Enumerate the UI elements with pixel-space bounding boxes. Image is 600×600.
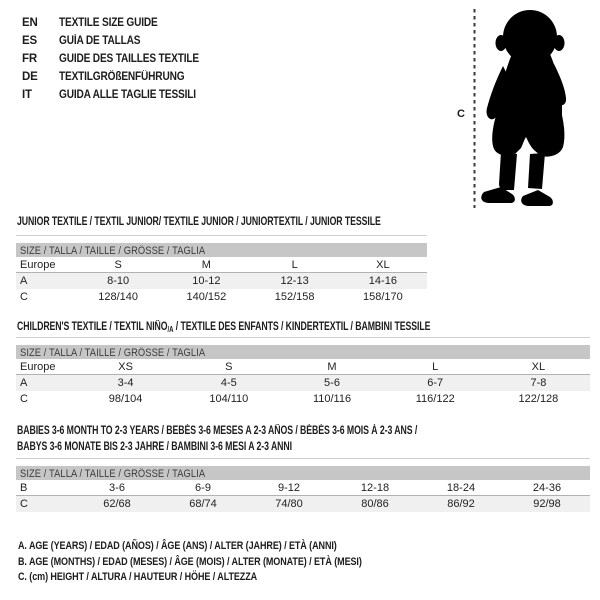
- row-label: Europe: [20, 259, 56, 271]
- size-cell: S: [225, 361, 233, 373]
- height-cell: 62/68: [103, 498, 131, 510]
- table-row-age-months: [16, 480, 590, 496]
- age-cell: 6-7: [427, 377, 444, 389]
- size-cell: M: [201, 259, 211, 271]
- height-cell: 158/170: [362, 291, 403, 303]
- language-title: TEXTILE SIZE GUIDE: [59, 17, 158, 29]
- language-code: EN: [22, 17, 38, 29]
- height-cell: 68/74: [189, 498, 217, 510]
- height-cell: 128/140: [98, 291, 138, 303]
- age-cell: 9-12: [277, 482, 301, 494]
- size-header-label: SIZE / TALLA / TAILLE / GRÖSSE / TAGLIA: [20, 347, 206, 359]
- table-row-age: [16, 273, 427, 289]
- babies-table-title: [17, 424, 417, 455]
- babies-title-line1: BABIES 3-6 MONTH TO 2-3 YEARS / BEBÉS 3-6 MESES A 2-3 AÑOS / BÉBÉS 3-6 MOIS À 2-3 ANS /: [17, 425, 418, 437]
- height-cell: 110/116: [312, 393, 352, 405]
- table-row-height: [16, 391, 590, 407]
- size-header-label: SIZE / TALLA / TAILLE / GRÖSSE / TAGLIA: [20, 468, 206, 480]
- height-cell: 104/110: [209, 393, 249, 405]
- size-header-bar: [16, 345, 590, 359]
- row-label: A: [20, 275, 28, 287]
- language-row: [22, 14, 218, 32]
- language-code: DE: [22, 71, 38, 83]
- age-cell: 12-18: [360, 482, 390, 494]
- height-cell: 152/158: [274, 291, 315, 303]
- language-row: [22, 86, 218, 104]
- language-title-block: [22, 14, 218, 104]
- size-header-label: SIZE / TALLA / TAILLE / GRÖSSE / TAGLIA: [20, 245, 206, 257]
- row-label: C: [20, 393, 28, 405]
- babies-title-line2: BABYS 3-6 MONATE BIS 2-3 JAHRE / BAMBINI 3-6 MESI A 2-3 ANNI: [17, 440, 293, 453]
- size-cell: XL: [531, 361, 546, 373]
- children-title-sub: /A: [167, 325, 174, 334]
- language-row: [22, 50, 218, 68]
- age-cell: 18-24: [446, 482, 476, 494]
- table-row-europe: [16, 257, 427, 273]
- table-row-height: [16, 289, 427, 305]
- language-title: GUÍA DE TALLAS: [59, 35, 141, 47]
- size-header-bar: [16, 466, 590, 480]
- age-cell: 14-16: [368, 275, 397, 287]
- age-cell: 5-6: [324, 377, 340, 389]
- age-cell: 3-4: [117, 377, 134, 389]
- size-cell: L: [432, 361, 439, 373]
- toddler-silhouette-figure: [470, 6, 595, 211]
- age-cell: 10-12: [192, 275, 221, 287]
- height-cell: 140/152: [186, 291, 227, 303]
- age-cell: 4-5: [220, 377, 237, 389]
- height-cell: 86/92: [447, 498, 475, 510]
- junior-table-title: JUNIOR TEXTILE / TEXTIL JUNIOR/ TEXTILE JUNIOR / JUNIORTEXTIL / JUNIOR TESSILE: [17, 216, 381, 228]
- height-cell: 92/98: [533, 498, 561, 510]
- age-cell: 3-6: [109, 482, 125, 494]
- age-cell: 8-10: [107, 275, 130, 287]
- table-row-europe: [16, 359, 590, 375]
- size-cell: S: [114, 259, 122, 271]
- language-row: [22, 32, 218, 50]
- children-size-table: [16, 337, 590, 407]
- size-cell: XL: [376, 259, 390, 271]
- height-measure-label: C: [457, 108, 465, 120]
- row-label: A: [20, 377, 28, 389]
- language-code: ES: [22, 35, 37, 47]
- language-title: GUIDA ALLE TAGLIE TESSILI: [59, 89, 196, 101]
- height-cell: 116/122: [415, 393, 455, 405]
- age-cell: 24-36: [532, 482, 562, 494]
- row-label: C: [20, 291, 28, 303]
- footnote-age-months: B. AGE (MONTHS) / EDAD (MESES) / ÂGE (MOIS) / ALTER (MONATE) / ETÀ (MESI): [18, 555, 362, 568]
- footnote-height: C. (cm) HEIGHT / ALTURA / HAUTEUR / HÖHE / ALTEZZA: [18, 571, 258, 583]
- age-cell: 12-13: [280, 275, 309, 287]
- language-title: TEXTILGRÖßENFÜHRUNG: [59, 71, 185, 83]
- size-header-bar: [16, 243, 427, 257]
- height-cell: 80/86: [361, 498, 389, 510]
- language-row: [22, 68, 218, 86]
- age-cell: 7-8: [530, 377, 547, 389]
- row-label: B: [20, 482, 28, 494]
- row-label: C: [20, 498, 28, 510]
- children-table-title: [17, 320, 430, 338]
- language-code: FR: [22, 53, 37, 65]
- table-row-height: [16, 496, 590, 512]
- height-cell: 74/80: [275, 498, 303, 510]
- children-title-post: / TEXTILE DES ENFANTS / KINDERTEXTIL / BAMBINI TESSILE: [173, 321, 431, 333]
- row-label: Europe: [20, 361, 56, 373]
- children-title-pre: CHILDREN'S TEXTILE / TEXTIL NIÑO: [17, 321, 168, 333]
- size-cell: L: [291, 259, 298, 271]
- table-row-age: [16, 375, 590, 391]
- age-cell: 6-9: [195, 482, 211, 494]
- height-cell: 98/104: [108, 393, 143, 405]
- footnote-age-years: A. AGE (YEARS) / EDAD (AÑOS) / ÂGE (ANS) / ALTER (JAHRE) / ETÀ (ANNI): [18, 540, 337, 552]
- language-title: GUIDE DES TAILLES TEXTILE: [59, 53, 199, 65]
- junior-size-table: [16, 235, 427, 305]
- toddler-silhouette: [481, 10, 566, 206]
- language-code: IT: [22, 89, 32, 101]
- size-cell: M: [327, 361, 337, 373]
- legend-footnotes: [18, 539, 437, 586]
- babies-size-table: [16, 458, 590, 512]
- size-cell: XS: [118, 361, 133, 373]
- height-cell: 122/128: [518, 393, 559, 405]
